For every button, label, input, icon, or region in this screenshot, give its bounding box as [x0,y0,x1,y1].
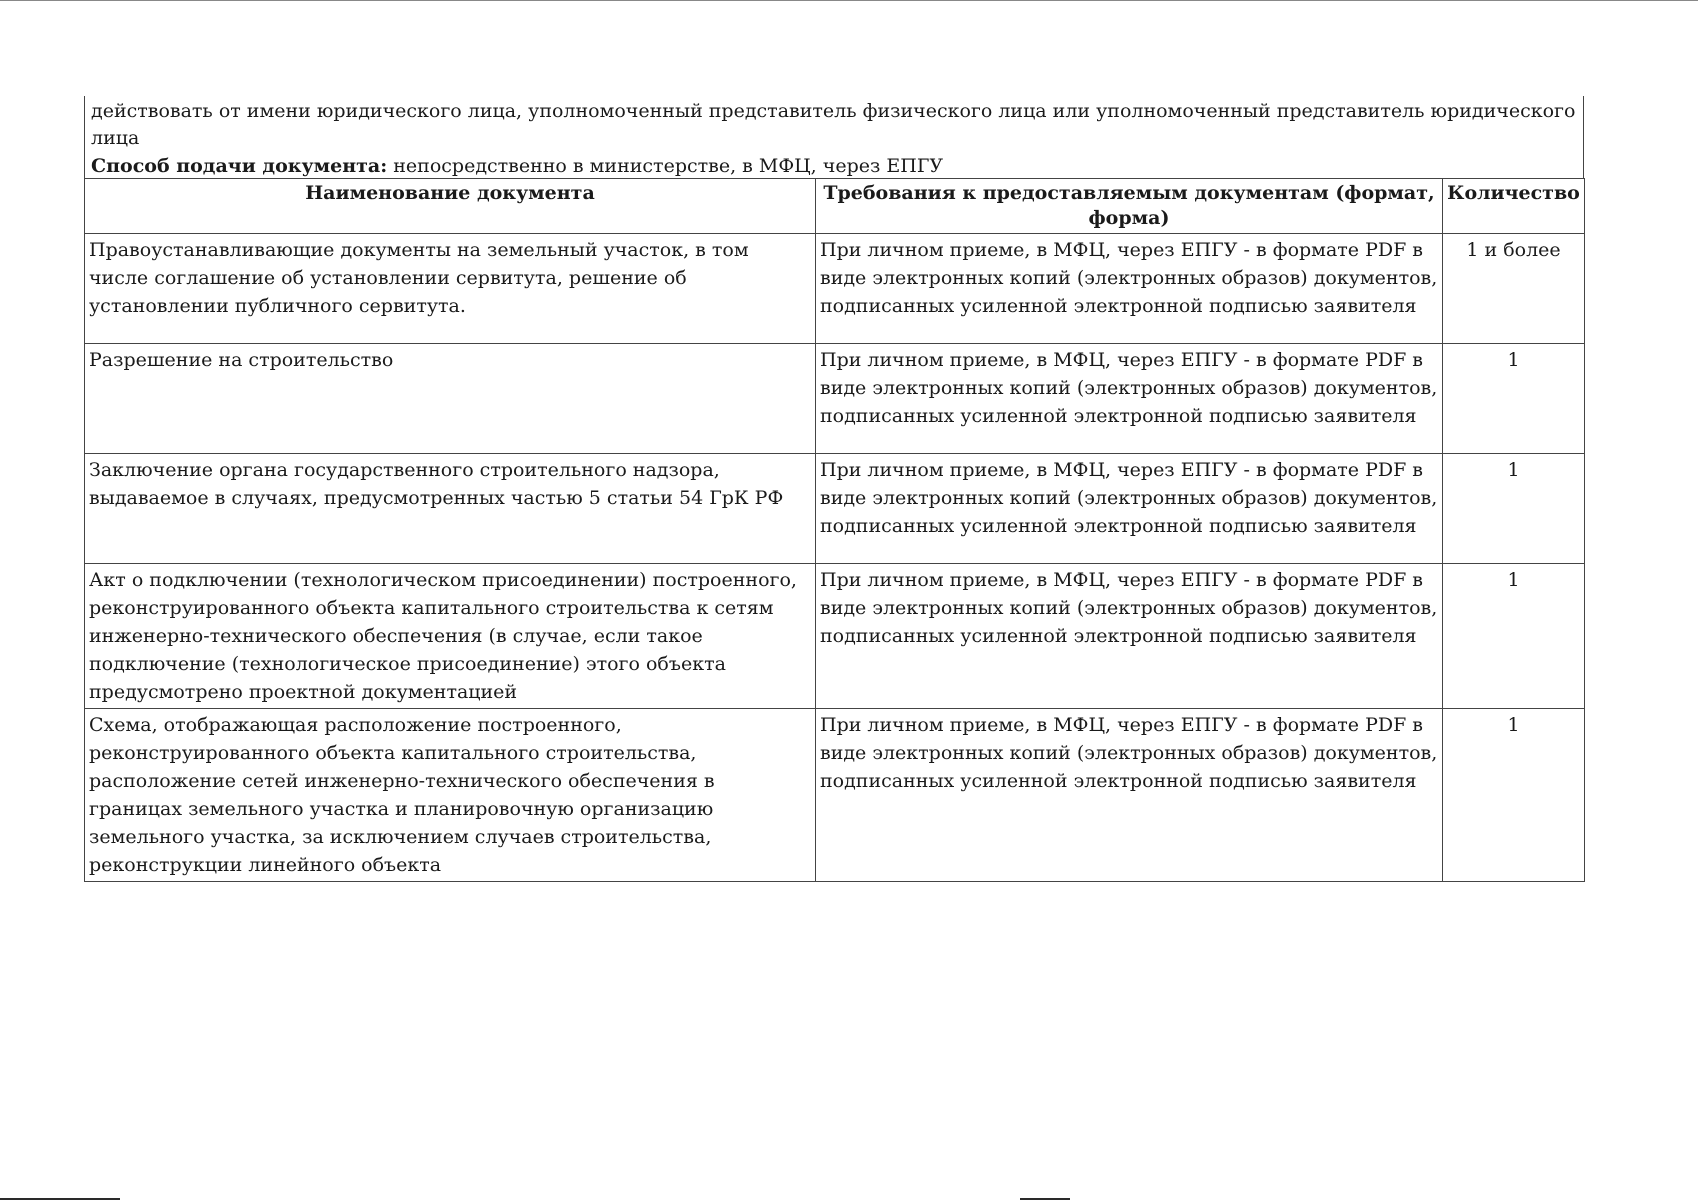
requirements-cell: При личном приеме, в МФЦ, через ЕПГУ - в формате PDF в виде электронных копий (электронных образов) документов, подписанных усиленной электронной подписью заявителя [816,709,1443,882]
requirements-cell: При личном приеме, в МФЦ, через ЕПГУ - в формате PDF в виде электронных копий (электронных образов) документов, подписанных усиленной электронной подписью заявителя [816,564,1443,709]
submission-method-value: непосредственно в министерстве, в МФЦ, через ЕПГУ [387,155,944,177]
document-name-cell: Акт о подключении (технологическом присоединении) построенного, реконструированного объекта капитального строительства к сетям инженерно-технического обеспечения (в случае, если такое подключение (технологическое присоединение) этого объекта предусмотрено проектной документацией [85,564,816,709]
document-name-cell: Разрешение на строительство [85,344,816,454]
table-row [85,344,1585,454]
quantity-cell: 1 [1443,564,1585,709]
table-row [85,234,1585,344]
header-quantity: Количество [1443,179,1585,234]
table-row [85,709,1585,882]
quantity-cell: 1 [1443,709,1585,882]
document-name-cell: Заключение органа государственного строительного надзора, выдаваемое в случаях, предусмотренных частью 5 статьи 54 ГрК РФ [85,454,816,564]
quantity-cell: 1 [1443,344,1585,454]
quantity-cell: 1 [1443,454,1585,564]
documents-table [84,178,1585,882]
table-header-row [85,179,1585,234]
table-row [85,454,1585,564]
quantity-cell: 1 и более [1443,234,1585,344]
document-name-cell: Схема, отображающая расположение построенного, реконструированного объекта капитального строительства, расположение сетей инженерно-технического обеспечения в границах земельного участка и планировочную организацию земельного участка, за исключением случаев строительства, реконструкции линейного объекта [85,709,816,882]
submission-method [84,154,1584,178]
scan-artifact-top [0,0,1698,1]
requirements-cell: При личном приеме, в МФЦ, через ЕПГУ - в формате PDF в виде электронных копий (электронных образов) документов, подписанных усиленной электронной подписью заявителя [816,454,1443,564]
document-name-cell: Правоустанавливающие документы на земельный участок, в том числе соглашение об установлении сервитута, решение об установлении публичного сервитута. [85,234,816,344]
document-page [84,96,1584,882]
submission-method-label: Способ подачи документа: [91,155,388,177]
header-requirements: Требования к предоставляемым документам (формат, форма) [816,179,1443,234]
intro-paragraph: действовать от имени юридического лица, уполномоченный представитель физического лица или уполномоченный представитель юридического лица [84,96,1584,154]
requirements-cell: При личном приеме, в МФЦ, через ЕПГУ - в формате PDF в виде электронных копий (электронных образов) документов, подписанных усиленной электронной подписью заявителя [816,234,1443,344]
table-row [85,564,1585,709]
header-document-name: Наименование документа [85,179,816,234]
requirements-cell: При личном приеме, в МФЦ, через ЕПГУ - в формате PDF в виде электронных копий (электронных образов) документов, подписанных усиленной электронной подписью заявителя [816,344,1443,454]
